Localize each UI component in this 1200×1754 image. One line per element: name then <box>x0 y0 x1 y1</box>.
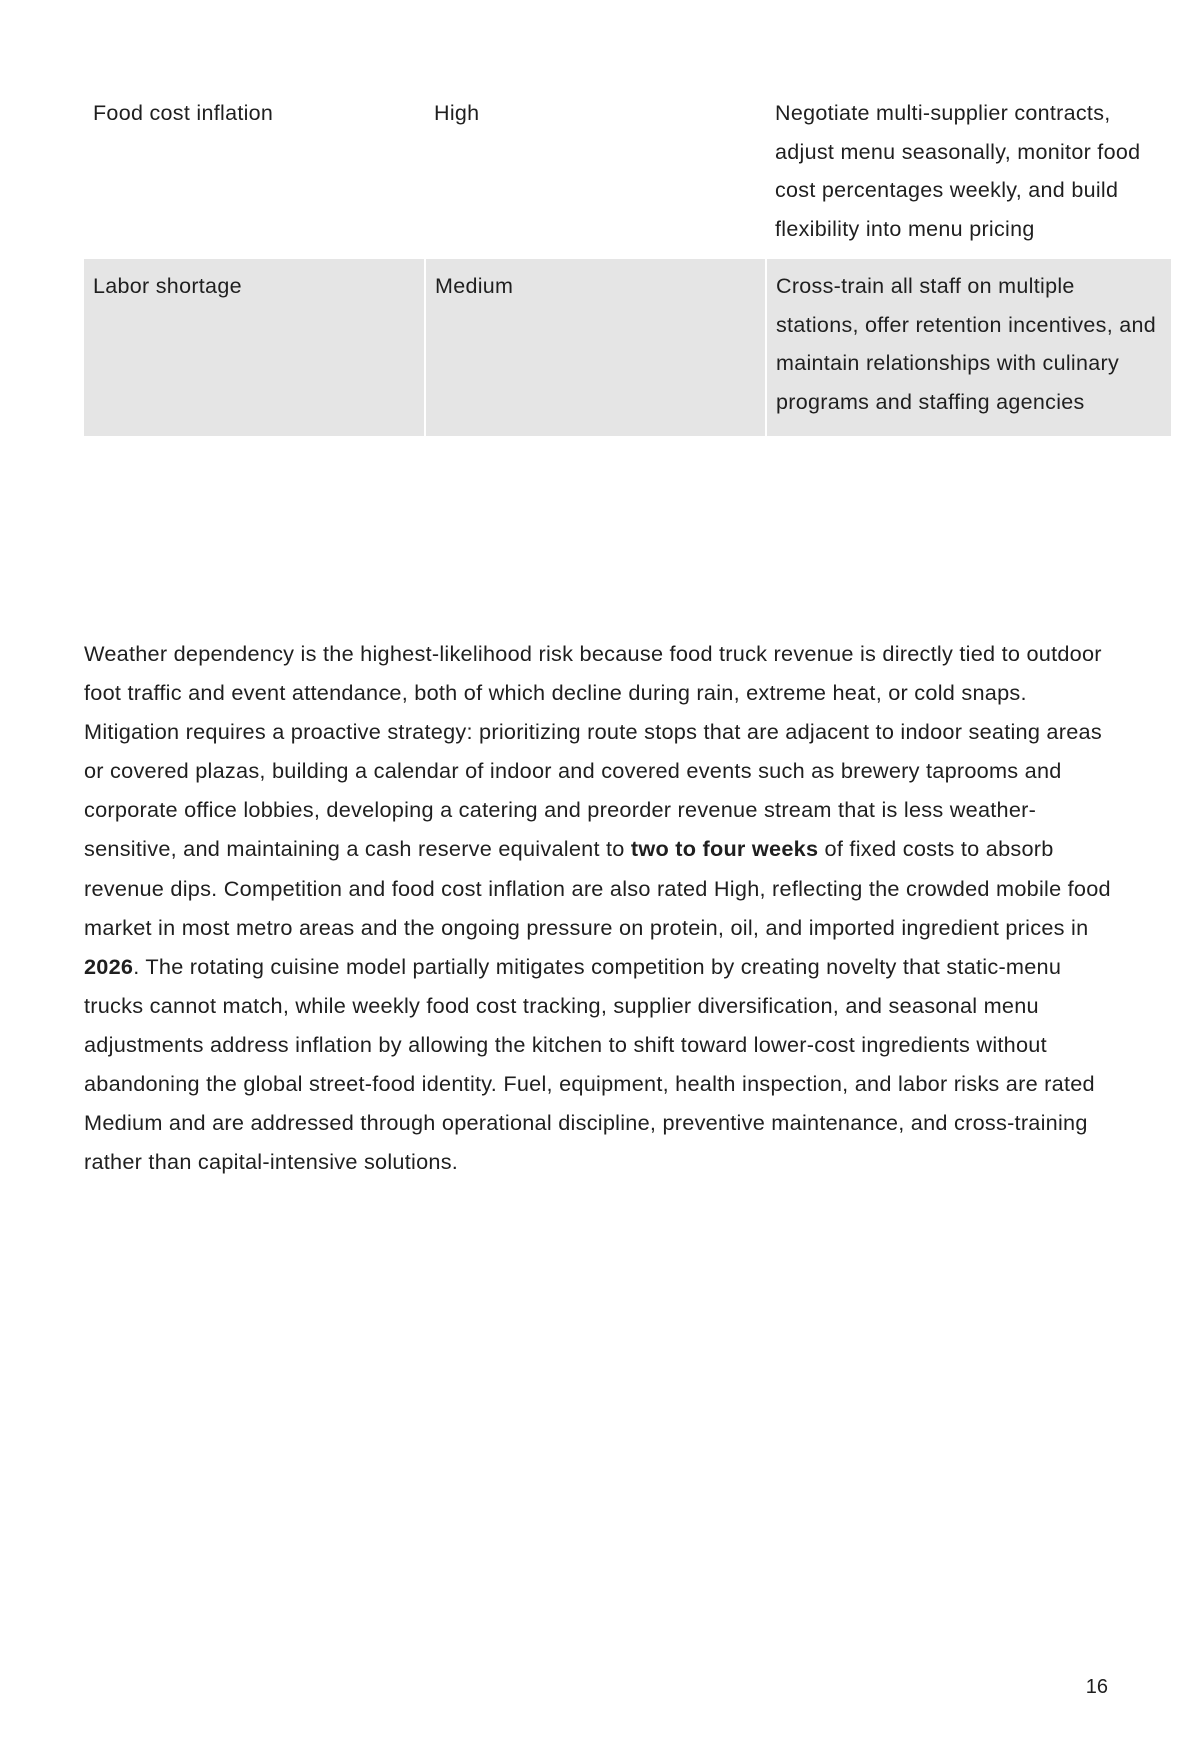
paragraph-text: of fixed costs to absorb revenue dips. Competition and food cost inflation are also rated High, reflecting the crowded mobile food market in most metro areas and the ongoing pressure on protein, oil, and imported ingredient prices in <box>84 836 1111 940</box>
page-number: 16 <box>1085 1676 1108 1698</box>
emphasis-duration: two to four weeks <box>630 836 819 862</box>
paragraph-text: Weather dependency is the highest-likelihood risk because food truck revenue is directly tied to outdoor foot traffic and event attendance, both of which decline during rain, extreme heat, or cold snaps. Mitigation requires a proactive strategy: prioritizing route stops that are adjacent to indoor seating areas or covered plazas, building a calendar of indoor and covered events such as brewery taprooms and corporate office lobbies, developing a catering and preorder revenue stream that is less weather-sensitive, and maintaining a cash reserve equivalent to <box>84 641 1102 862</box>
likelihood-cell: Medium <box>425 259 766 436</box>
table-row <box>84 259 1171 436</box>
paragraph-text: . The rotating cuisine model partially mitigates competition by creating novelty that static-menu trucks cannot match, while weekly food cost tracking, supplier diversification, and seasonal menu adjustments address inflation by allowing the kitchen to shift toward lower-cost ingredients without abandoning the global street-food identity. Fuel, equipment, health inspection, and labor risks are rated Medium and are addressed through operational discipline, preventive maintenance, and cross-training rather than capital-intensive solutions. <box>84 953 1095 1175</box>
risk-cell: Labor shortage <box>84 259 425 436</box>
table-row <box>84 86 1171 259</box>
risk-table <box>84 86 1171 436</box>
emphasis-year: 2026 <box>84 953 134 979</box>
body-paragraph <box>84 634 1114 1181</box>
mitigation-cell: Cross-train all staff on multiple stations, offer retention incentives, and maintain relationships with culinary programs and staffing agencies <box>766 259 1171 436</box>
mitigation-cell: Negotiate multi-supplier contracts, adjust menu seasonally, monitor food cost percentages weekly, and build flexibility into menu pricing <box>775 101 1141 242</box>
risk-cell: Food cost inflation <box>93 101 274 125</box>
likelihood-cell: High <box>434 101 480 125</box>
